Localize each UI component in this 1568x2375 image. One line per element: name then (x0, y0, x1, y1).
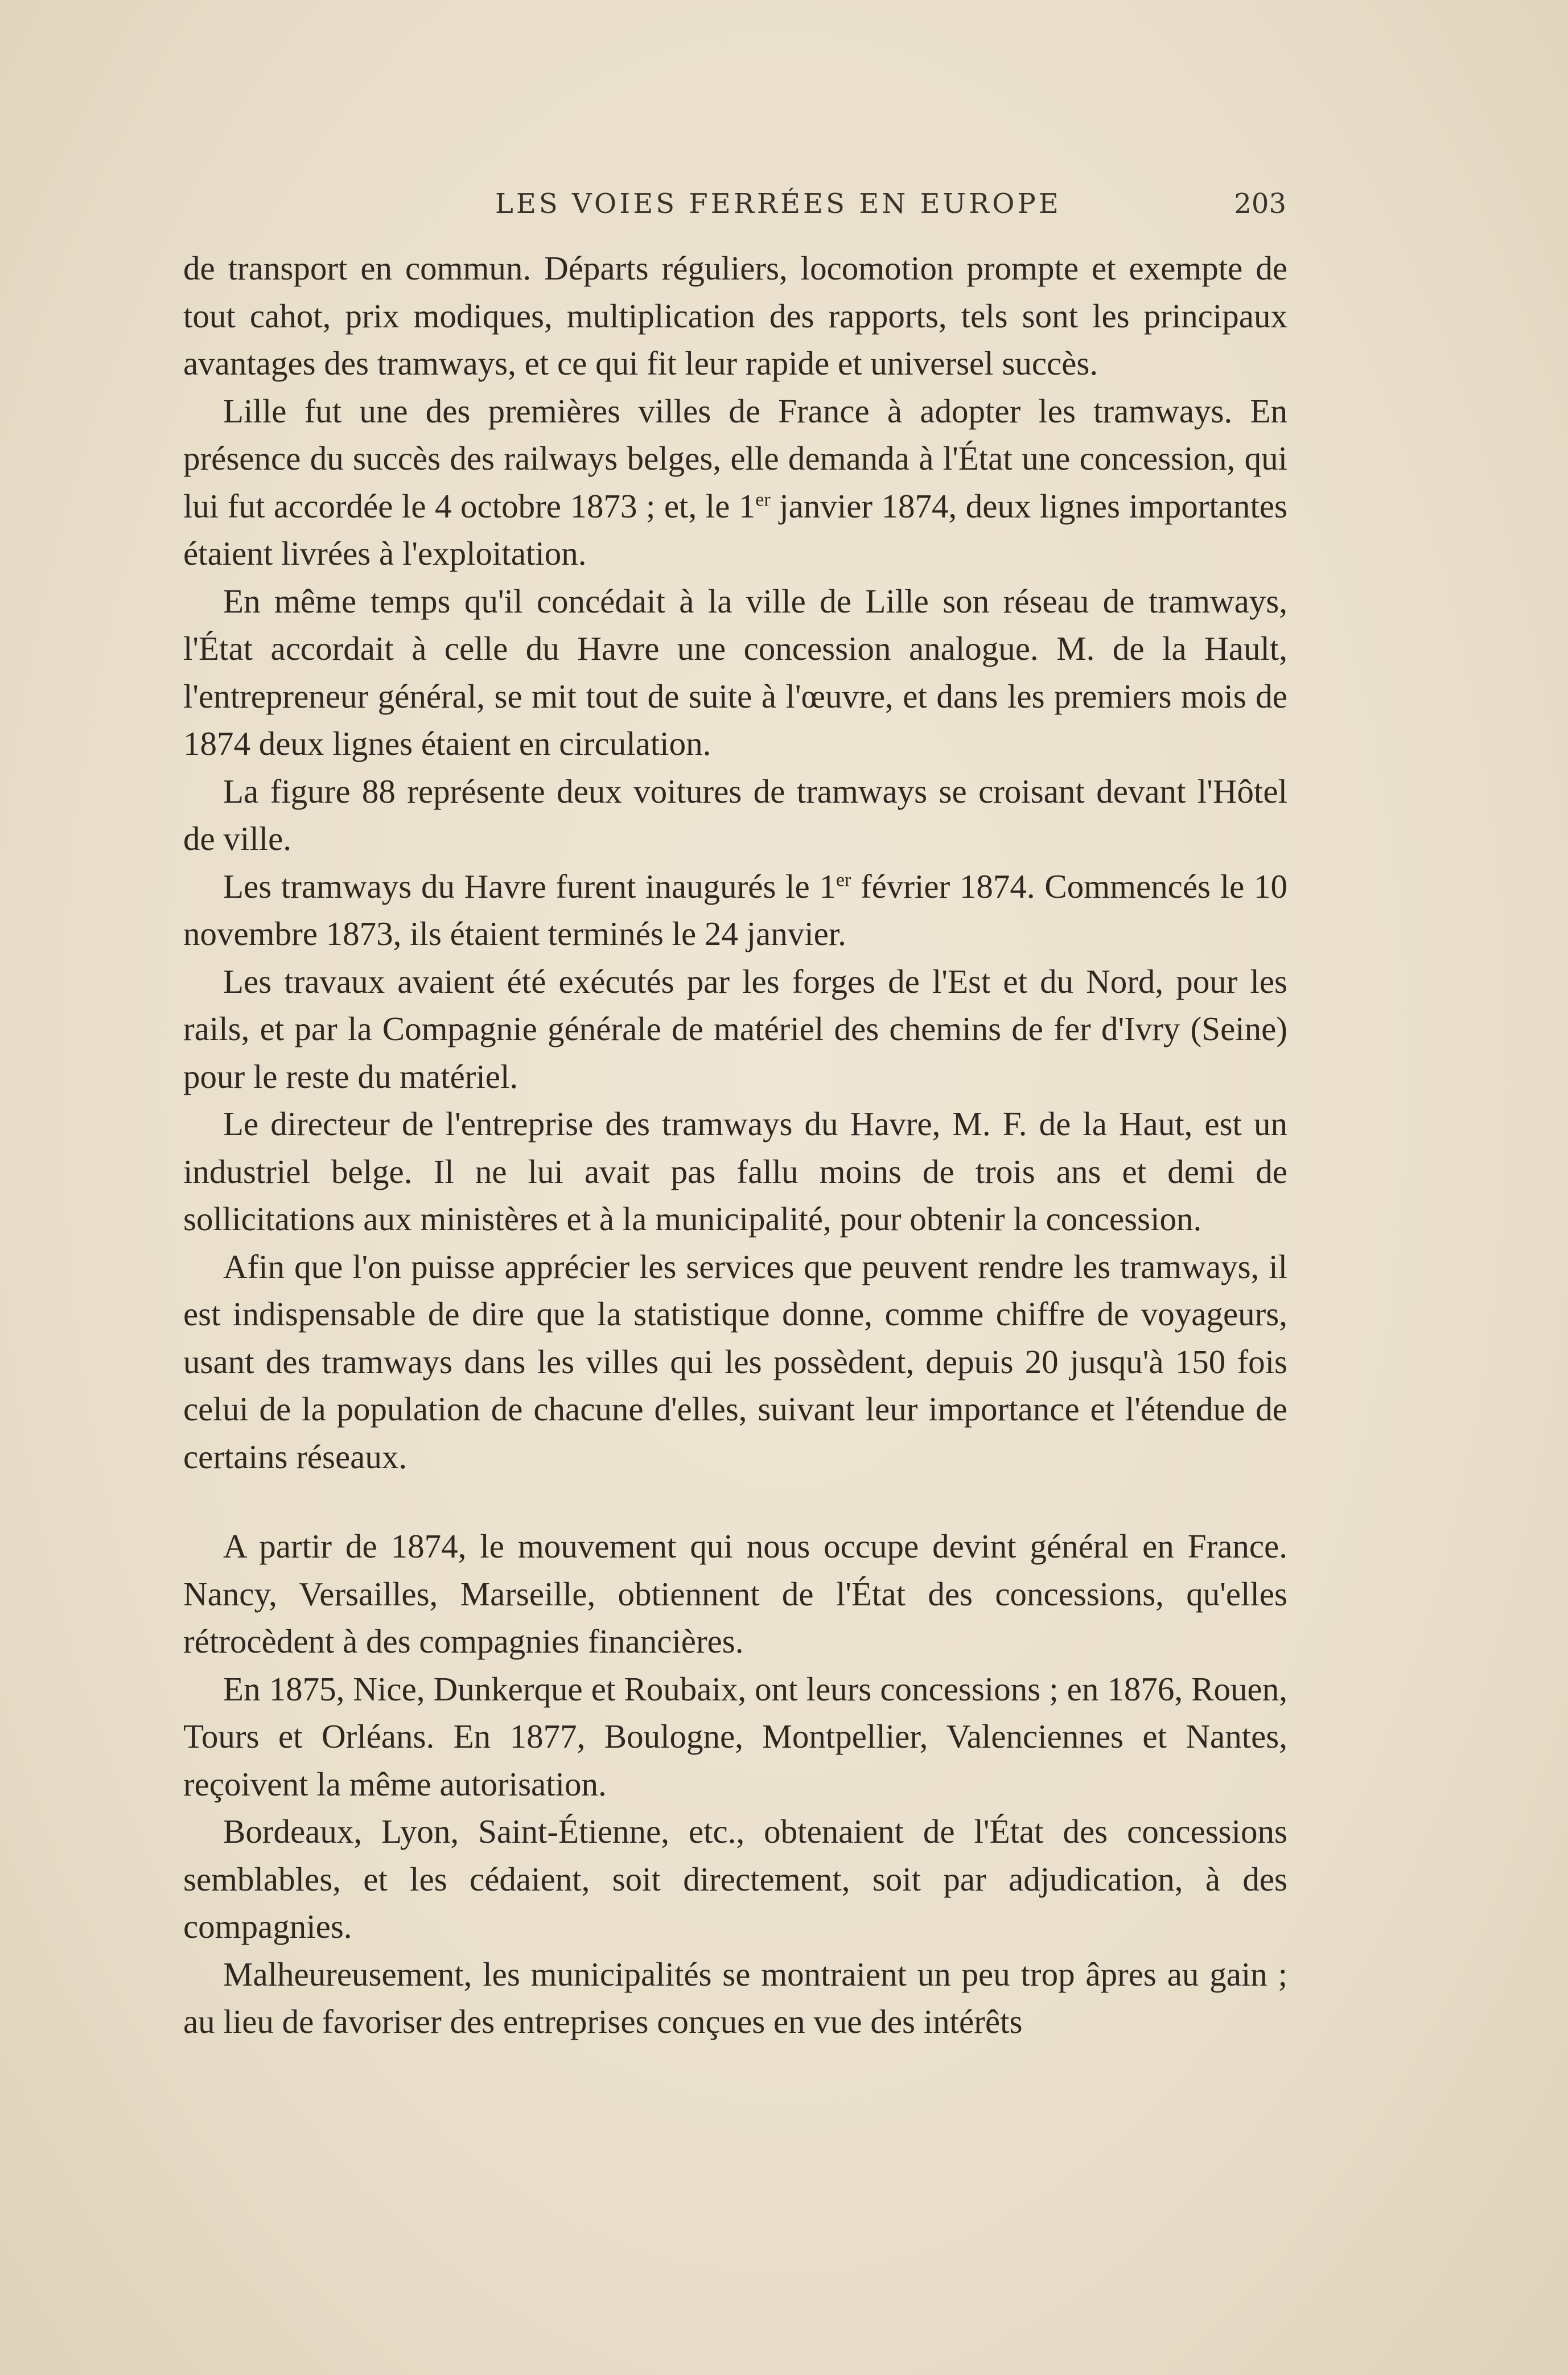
running-header (182, 183, 1286, 229)
paragraph: En 1875, Nice, Dunkerque et Roubaix, ont leurs concessions ; en 1876, Rouen, Tours et Orléans. En 1877, Boulogne, Montpellier, Valenciennes et Nantes, reçoivent la même autorisation. (183, 1670, 1287, 1803)
ordinal-superscript: er (755, 488, 771, 510)
paragraph: La figure 88 représente deux voitures de tramways se croisant devant l'Hôtel de ville. (183, 772, 1287, 857)
paragraph: de transport en commun. Départs réguliers, locomotion prompte et exempte de tout cahot, prix modiques, multiplication des rapports, tels sont les principaux avantages des tramways, et ce qui fit leur rapide et universel succès. (183, 249, 1287, 382)
ordinal-superscript: er (836, 869, 851, 890)
paragraph (183, 863, 1287, 958)
section-break (183, 1481, 1287, 1523)
body-text (183, 245, 1287, 2046)
page-number: 203 (1234, 188, 1286, 220)
paragraph: Bordeaux, Lyon, Saint-Étienne, etc., obtenaient de l'État des concessions semblables, et les cédaient, soit directement, soit par adjudication, à des compagnies. (183, 1813, 1287, 1945)
paragraph: A partir de 1874, le mouvement qui nous occupe devint général en France. Nancy, Versailles, Marseille, obtiennent de l'État des concessions, qu'elles rétrocèdent à des compagnies financières. (183, 1527, 1287, 1660)
paragraph: Les travaux avaient été exécutés par les forges de l'Est et du Nord, pour les rails, et par la Compagnie générale de matériel des chemins de fer d'Ivry (Seine) pour le reste du matériel. (183, 962, 1287, 1095)
paragraph: Le directeur de l'entreprise des tramways du Havre, M. F. de la Haut, est un industriel belge. Il ne lui avait pas fallu moins de trois ans et demi de sollicitations aux ministères et à la municipalité, pour obtenir la concession. (183, 1105, 1287, 1238)
paragraph-text: janvier 1874, deux lignes importantes étaient livrées à l'exploitation. (183, 487, 1287, 572)
paragraph: Afin que l'on puisse apprécier les services que peuvent rendre les tramways, il est indispensable de dire que la statistique donne, comme chiffre de voyageurs, usant des tramways dans les villes qui les possèdent, depuis 20 jusqu'à 150 fois celui de la population de chacune d'elles, suivant leur importance et l'étendue de certains réseaux. (183, 1247, 1287, 1476)
paragraph: Malheureusement, les municipalités se montraient un peu trop âpres au gain ; au lieu de favoriser des entreprises conçues en vue des intérêts (183, 1955, 1287, 2040)
paragraph-text: Lille fut une des premières villes de France à adopter les tramways. En présence du succès des railways belges, elle demanda à l'État une concession, qui lui fut accordée le 4 octobre 1873 ; et, le 1 (183, 392, 1287, 525)
paragraph (183, 388, 1287, 578)
running-title: LES VOIES FERRÉES EN EUROPE (495, 188, 1061, 220)
paragraph-text: février 1874. Commencés le 10 novembre 1873, ils étaient terminés le 24 janvier. (183, 867, 1287, 952)
paragraph-text: Les tramways du Havre furent inaugurés le 1 (223, 867, 836, 905)
paragraph: En même temps qu'il concédait à la ville de Lille son réseau de tramways, l'État accordait à celle du Havre une concession analogue. M. de la Hault, l'entrepreneur général, se mit tout de suite à l'œuvre, et dans les premiers mois de 1874 deux lignes étaient en circulation. (183, 582, 1287, 762)
